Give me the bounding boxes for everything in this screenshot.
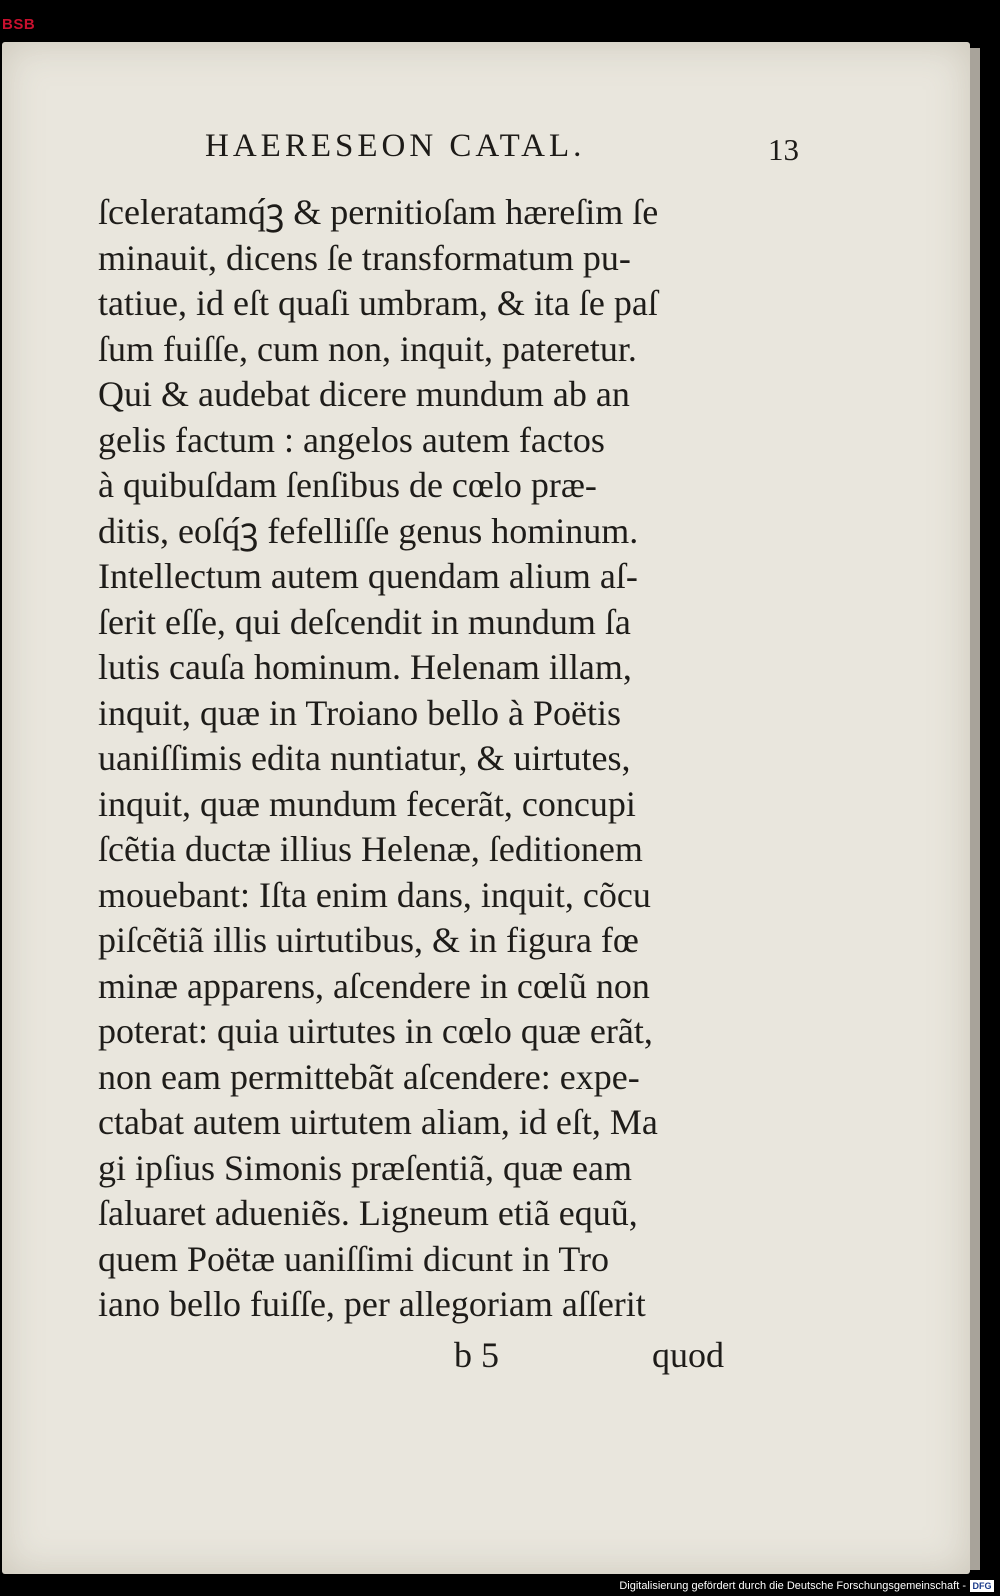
body-text [98, 190, 778, 1328]
text-line: ſerit eſſe, qui deſcendit in mundum ſa [98, 601, 631, 642]
text-line: inquit, quæ mundum fecerãt, concupi [98, 783, 636, 824]
footer-credit: Digitalisierung gefördert durch die Deutsche Forschungsgemeinschaft - [619, 1580, 966, 1592]
dfg-logo: DFG [970, 1580, 994, 1592]
text-line: uaniſſimis edita nuntiatur, & uirtutes, [98, 738, 631, 778]
text-line: gelis factum : angelos autem factos [98, 419, 605, 460]
text-line: ſaluaret adueniẽs. Ligneum etiã equũ, [98, 1193, 638, 1233]
text-line: ſum fuiſſe, cum non, inquit, pateretur. [98, 328, 637, 369]
text-line: mouebant: Iſta enim dans, inquit, cõcu [98, 874, 651, 915]
text-line: ſcẽtia ductæ illius Helenæ, ſeditionem [98, 829, 643, 869]
text-line: minauit, dicens ſe transformatum pu- [98, 237, 631, 278]
text-line: gi ipſius Simonis præſentiã, quæ eam [98, 1147, 632, 1188]
text-line: lutis cauſa hominum. Helenam illam, [98, 647, 632, 687]
text-line: Intellectum autem quendam alium aſ- [98, 556, 638, 596]
page-number: 13 [768, 132, 799, 167]
text-line: ditis, eoſq́ꝫ fefelliſſe genus hominum. [98, 510, 639, 551]
catchword: quod [652, 1335, 724, 1375]
running-head: HAERESEON CATAL. [205, 128, 586, 164]
text-line: iano bello fuiſſe, per allegoriam aſſerit [98, 1284, 646, 1324]
page-edge [970, 48, 980, 1570]
text-line: ſceleratamq́ꝫ & pernitioſam hæreſim ſe [98, 192, 659, 232]
text-line: ctabat autem uirtutem aliam, id eſt, Ma [98, 1102, 658, 1142]
text-line: Qui & audebat dicere mundum ab an [98, 374, 630, 414]
signature-mark: b 5 [454, 1335, 499, 1375]
bsb-logo: BSB [2, 16, 36, 33]
text-line: piſcẽtiã illis uirtutibus, & in figura fœ [98, 920, 639, 960]
text-line: tatiue, id eſt quaſi umbram, & ita ſe paſ [98, 283, 658, 323]
text-line: à quibuſdam ſenſibus de cœlo præ- [98, 465, 597, 505]
text-line: inquit, quæ in Troiano bello à Poëtis [98, 692, 622, 733]
text-line: non eam permittebãt aſcendere: expe- [98, 1056, 640, 1097]
text-line: quem Poëtæ uaniſſimi dicunt in Tro [98, 1238, 610, 1279]
text-line: minæ apparens, aſcendere in cœlũ non [98, 965, 650, 1006]
text-line: poterat: quia uirtutes in cœlo quæ erãt, [98, 1011, 653, 1051]
